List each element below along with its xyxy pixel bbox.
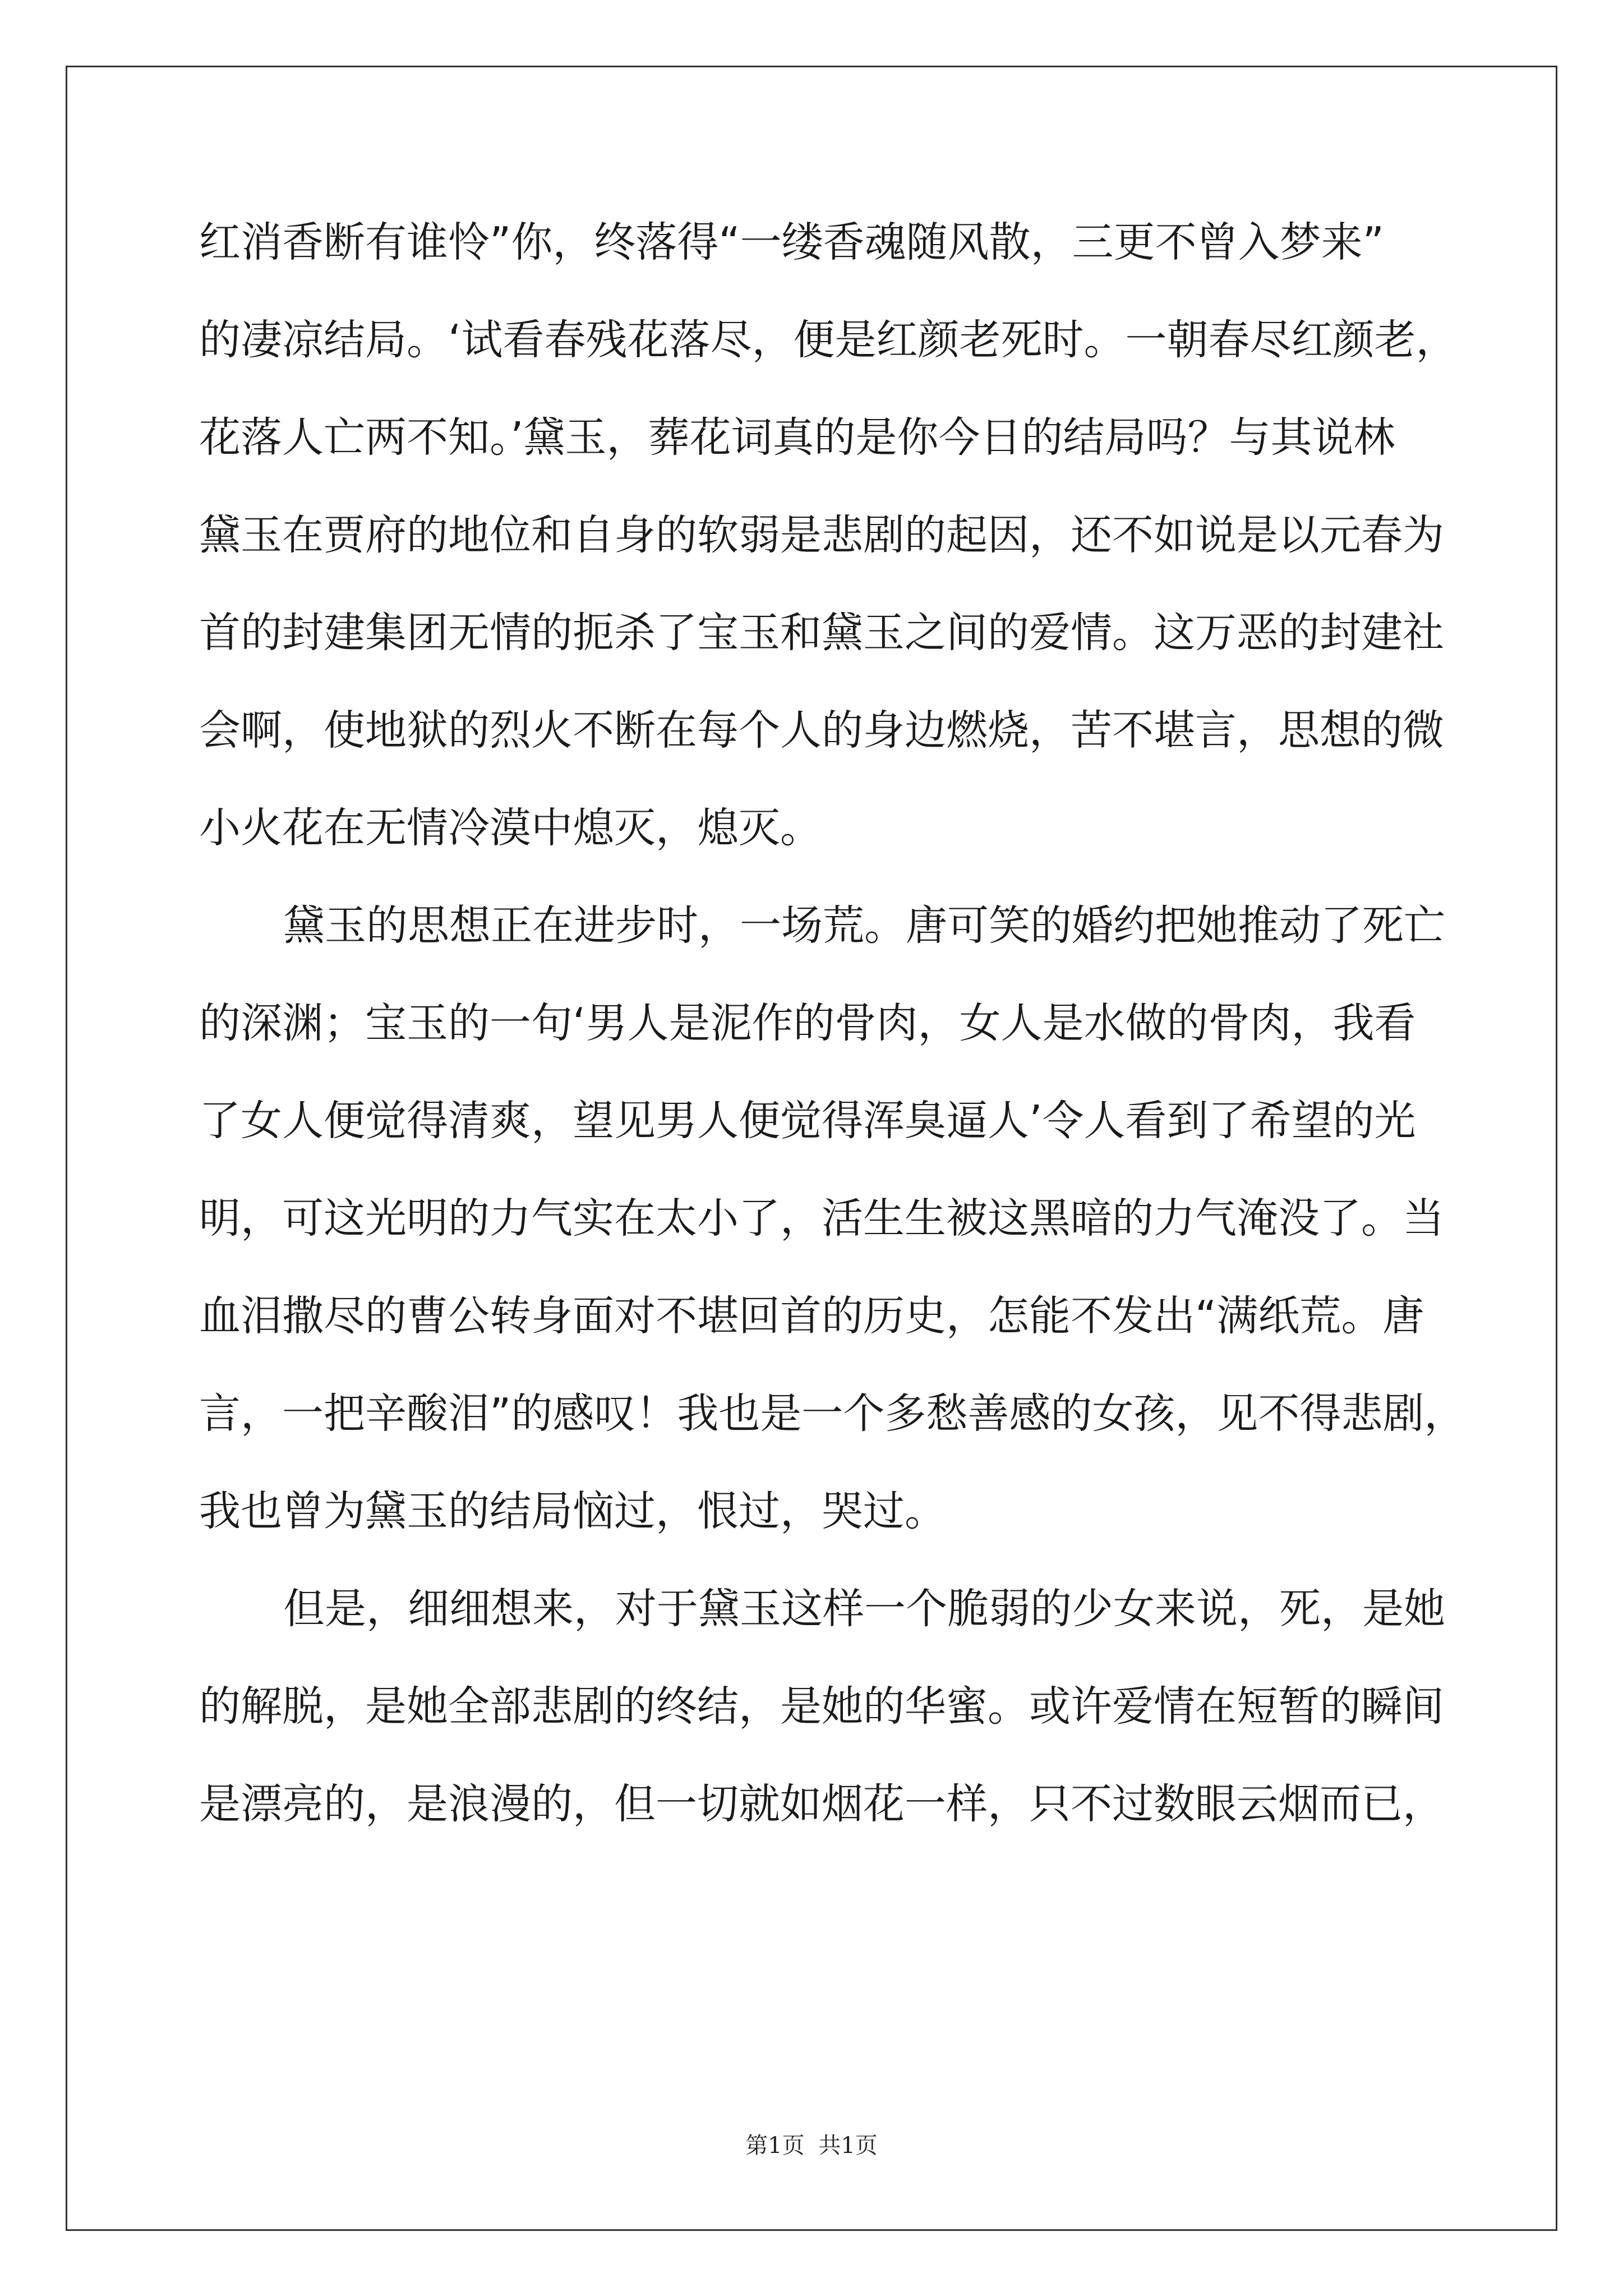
text-line: 是漂亮的，是浪漫的，但一切就如烟花一样，只不过数眼云烟而已， bbox=[199, 1780, 1444, 1828]
text-line: 的深渊；宝玉的一句‘男人是泥作的骨肉，女人是水做的骨肉，我看 bbox=[199, 999, 1416, 1047]
text-line: 小火花在无情冷漠中熄灭，熄灭。 bbox=[199, 804, 822, 852]
text-line: 明，可这光明的力气实在太小了，活生生被这黑暗的力气淹没了。当 bbox=[199, 1194, 1444, 1243]
text-line: 的解脱，是她全部悲剧的终结，是她的华蜜。或许爱情在短暂的瞬间 bbox=[199, 1682, 1444, 1731]
text-line: 黛玉在贾府的地位和自身的软弱是悲剧的起因，还不如说是以元春为 bbox=[199, 511, 1444, 559]
text-line: 首的封建集团无情的扼杀了宝玉和黛玉之间的爱情。这万恶的封建社 bbox=[199, 609, 1444, 657]
text-line: 言，一把辛酸泪”的感叹！我也是一个多愁善感的女孩，见不得悲剧， bbox=[199, 1389, 1466, 1438]
paragraph-first-line: 但是，细细想来，对于黛玉这样一个脆弱的少女来说，死，是她 bbox=[283, 1585, 1445, 1633]
page-footer bbox=[0, 2129, 1623, 2162]
text-line: 会啊，使地狱的烈火不断在每个人的身边燃烧，苦不堪言，思想的微 bbox=[199, 706, 1444, 754]
text-line: 的凄凉结局。‘试看春残花落尽，便是红颜老死时。一朝春尽红颜老， bbox=[199, 316, 1458, 364]
text-line: 我也曾为黛玉的结局恼过，恨过，哭过。 bbox=[199, 1487, 946, 1535]
page-number: 第1页 bbox=[745, 2133, 805, 2159]
page-total: 共1页 bbox=[818, 2133, 878, 2159]
text-line: 血泪撒尽的曹公转身面对不堪回首的历史，怎能不发出“满纸荒。唐 bbox=[199, 1292, 1424, 1340]
text-line: 花落人亡两不知。’黛玉，葬花词真的是你今日的结局吗？与其说林 bbox=[199, 413, 1395, 462]
text-line: 红消香断有谁怜”你，终落得“一缕香魂随风散，三更不曾入梦来” bbox=[199, 218, 1385, 266]
paragraph-first-line: 黛玉的思想正在进步时，一场荒。唐可笑的婚约把她推动了死亡 bbox=[283, 901, 1445, 950]
text-line: 了女人便觉得清爽，望见男人便觉得浑臭逼人’令人看到了希望的光 bbox=[199, 1097, 1416, 1145]
